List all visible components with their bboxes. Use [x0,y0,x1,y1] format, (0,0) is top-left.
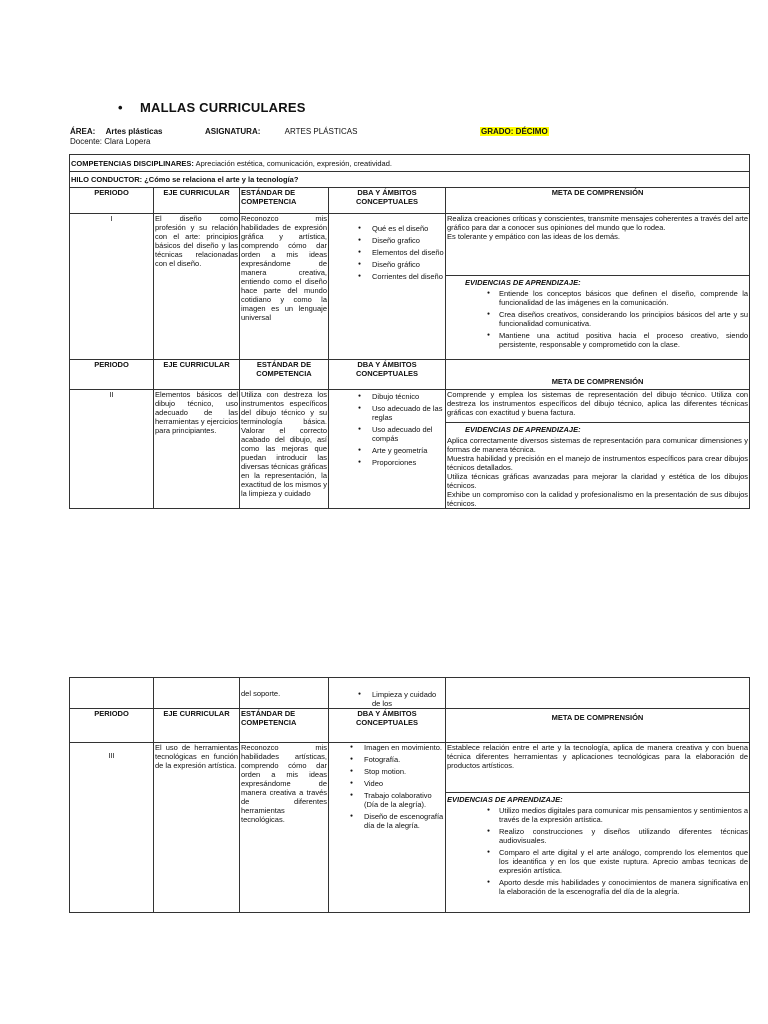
periodo-1-number: I [70,214,154,360]
list-item: ● Video [364,779,444,788]
periodo-2-meta-text: Comprende y emplea los sistemas de representación del dibujo técnico. Utiliza con destreza los instrumentos específicos del dibujo técnico, aplica las diferentes técnicas gráficas con exactitud y buena factura. [447,390,749,417]
area-value: Artes plásticas [105,127,163,136]
list-item: ● Elementos del diseño [372,248,444,257]
col-estandar-header: ESTÁNDAR DE COMPETENCIA [240,188,329,214]
document-title [118,100,306,115]
periodo-1-evidencias-title: EVIDENCIAS DE APRENDIZAJE: [465,278,581,287]
col-dba-header: DBA Y ÁMBITOS CONCEPTUALES [329,188,446,214]
list-item: ● Diseño gráfico [372,260,444,269]
periodo-3-meta [446,743,750,913]
grado-line [480,127,549,136]
col-eje-header: EJE CURRICULAR [154,188,240,214]
periodo-2-number: II [70,390,154,509]
col-eje-header: EJE CURRICULAR [154,709,240,743]
list-item: ● Utilizo medios digitales para comunicar mis pensamientos y sentimientos a través de la expresión artística. [499,806,748,824]
list-item: ● Comparo el arte digital y el arte análogo, comprendo los elementos que los ideantifica y en los que existe ruptura. Aprecio ambas tecnicas de expresión artística. [499,848,748,875]
col-estandar-header: ESTÁNDAR DE COMPETENCIA [240,709,329,743]
periodo-2-evidencia-4: Exhibe un compromiso con la calidad y profesionalismo en la presentación de sus dibujos técnicos. [447,490,749,508]
continuation-row [70,678,750,709]
list-item: ● Imagen en movimiento. [364,743,444,752]
list-item: ● Corrientes del diseño [372,272,444,281]
periodo-1-meta-text-2: Es tolerante y empático con las ideas de los demás. [447,232,621,241]
title-bullet: • [118,100,123,115]
periodo-3-row [70,743,750,913]
periodo-2-dba [329,390,446,509]
list-item: ● Realizo construcciones y diseños utilizando diferentes técnicas audiovisuales. [499,827,748,845]
col-periodo-header: PERIODO [70,709,154,743]
periodo-1-dba [329,214,446,360]
periodo-3-dba [329,743,446,913]
periodo-2-evidencia-3: Utiliza técnicas gráficas avanzadas para mejorar la claridad y estética de los dibujos técnicos. [447,472,749,490]
col-eje-header: EJE CURRICULAR [154,360,240,390]
list-item: ● Diseño de escenografía día de la alegría. [364,812,444,830]
list-item: ● Mantiene una actitud positiva hacia el proceso creativo, siendo persistente, responsable y comprometido con la clase. [499,331,748,349]
continuation-dba-list [330,690,444,708]
periodo-2-meta [446,390,750,509]
curriculum-table-2 [69,677,750,913]
periodo-1-eje: El diseño como profesión y su relación con el arte: principios básicos del diseño y las técnicas relacionadas con el diseño. [154,214,240,360]
list-item: ● Diseño grafico [372,236,444,245]
curriculum-table-1 [69,154,750,509]
periodo-2-evidencia-1: Aplica correctamente diversos sistemas de representación para comunicar dimensiones y formas de manera técnica. [447,436,749,454]
list-item: ● Crea diseños creativos, considerando los principios básicos del arte y su funcionalidad comunicativa. [499,310,748,328]
hilo-cell [70,172,750,188]
list-item: ● Fotografía. [364,755,444,764]
continuation-meta [446,678,750,709]
hilo-label: HILO CONDUCTOR: [71,175,143,184]
col-estandar-header: ESTÁNDAR DE COMPETENCIA [240,360,329,390]
hilo-row [70,172,750,188]
hilo-value: ¿Cómo se relaciona el arte y la tecnología? [142,175,299,184]
periodo-3-evidencias-title: EVIDENCIAS DE APRENDIZAJE: [447,795,563,804]
list-item: ● Entiende los conceptos básicos que definen el diseño, comprende la funcionalidad de las imágenes en la comunicación. [499,289,748,307]
periodo-1-dba-list [330,224,444,281]
periodo-2-evidencias-title: EVIDENCIAS DE APRENDIZAJE: [465,425,581,434]
periodo-2-estandar: Utiliza con destreza los instrumentos específicos del dibujo técnico y su terminología básica. Valorar el correcto acabado del dibujo, así como las mejoras que puedan introducir las diversas técnicas gráficas en la representación, la exactitud de los mismos y la limpieza y cuidado [240,390,329,509]
periodo-1-meta [446,214,750,360]
list-item: ● Uso adecuado de las reglas [372,404,444,422]
grado-badge: GRADO: DÉCIMO [481,127,548,136]
periodo-3-number: III [70,743,154,913]
periodo-2-eje: Elementos básicos del dibujo técnico, uso adecuado de las herramientas y ejercicios para principiantes. [154,390,240,509]
col-meta-header: META DE COMPRENSIÓN [446,360,750,390]
list-item: ● Aporto desde mis habilidades y conocimientos de manera significativa en la elaboración de la escenografía del día de la alegría. [499,878,748,896]
list-item: ● Dibujo técnico [372,392,444,401]
list-item: ● Arte y geometría [372,446,444,455]
periodo-3-meta-text: Establece relación entre el arte y la tecnología, aplica de manera creativa y con buena técnica diferentes herramientas y aplicaciones tecnológicas para la elaboración de productos artísticos. [447,743,748,770]
title-text: MALLAS CURRICULARES [140,100,306,115]
competencias-row [70,155,750,172]
asignatura-value: ARTES PLÁSTICAS [284,127,358,136]
periodo-2-dba-list [330,392,444,467]
periodo-1-estandar: Reconozco mis habilidades de expresión gráfica y artística, comprendo cómo dar orden a mis ideas expresándome de manera creativa, entiendo como el diseño hace parte del mundo cotidiano y como la imagen es un lenguaje universal [240,214,329,360]
periodo-1-meta-text: Realiza creaciones críticas y conscientes, transmite mensajes coherentes a través del arte gráfico para dar a conocer sus opiniones del mundo que lo rodea. [447,214,749,232]
list-item: ● Limpieza y cuidado de los [372,690,444,708]
area-label: ÁREA: [70,127,96,136]
asignatura-label: ASIGNATURA: [205,127,261,136]
col-dba-header: DBA Y ÁMBITOS CONCEPTUALES [329,360,446,390]
periodo-2-evidencia-2: Muestra habilidad y precisión en el manejo de instrumentos específicos para crear dibujos técnicos detallados. [447,454,749,472]
continuation-dba [329,678,446,709]
list-item: ● Qué es el diseño [372,224,444,233]
col-meta-header: META DE COMPRENSIÓN [446,709,750,743]
col-meta-header: META DE COMPRENSIÓN [446,188,750,214]
periodo-3-eje: El uso de herramientas tecnológicas en función de la expresión artística. [154,743,240,913]
divider [446,275,749,276]
continuation-estandar: del soporte. [240,678,329,709]
divider [446,422,749,423]
continuation-eje [154,678,240,709]
area-line [70,127,163,136]
periodo-1-row [70,214,750,360]
header-row-p3 [70,709,750,743]
continuation-periodo [70,678,154,709]
col-dba-header: DBA Y ÁMBITOS CONCEPTUALES [329,709,446,743]
competencias-value: Apreciación estética, comunicación, expresión, creatividad. [193,158,392,168]
list-item: ● Trabajo colaborativo (Día de la alegría). [364,791,444,809]
header-row-p2 [70,360,750,390]
header-row-p1 [70,188,750,214]
periodo-3-estandar: Reconozco mis habilidades artísticas, comprendo cómo dar orden a mis ideas expresándome de manera creativa a través de diferentes herramientas tecnológicas. [240,743,329,913]
periodo-2-row [70,390,750,509]
periodo-1-evidencias-list [447,289,748,349]
col-periodo-header: PERIODO [70,188,154,214]
periodo-3-dba-list [330,743,444,830]
competencias-label: COMPETENCIAS DISCIPLINARES: [71,158,194,168]
list-item: ● Proporciones [372,458,444,467]
periodo-3-evidencias-list [447,806,748,896]
docente-line: Docente: Clara Lopera [70,137,151,146]
competencias-cell [70,155,750,172]
divider [446,792,749,793]
asignatura-line [205,127,357,136]
col-periodo-header: PERIODO [70,360,154,390]
list-item: ● Uso adecuado del compás [372,425,444,443]
list-item: ● Stop motion. [364,767,444,776]
